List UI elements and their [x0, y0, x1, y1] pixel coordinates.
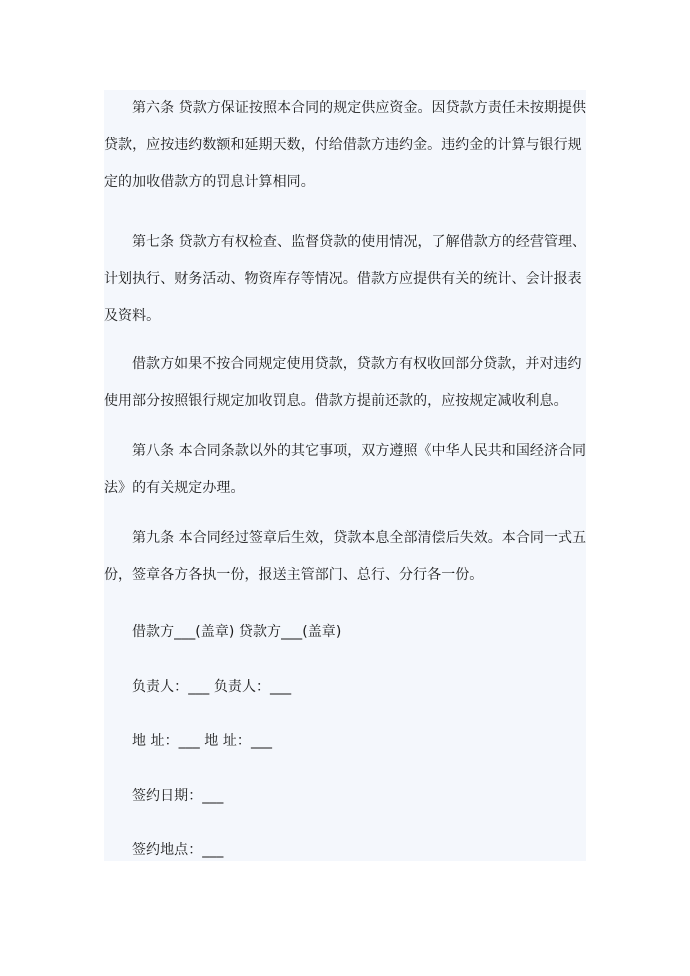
text-line: 第九条 本合同经过签章后生效，贷款本息全部清偿后失效。本合同一式五: [132, 530, 587, 546]
signature-place: [104, 832, 584, 869]
text-line: 使用部分按照银行规定加收罚息。借款方提前还款的，应按规定减收利息。: [104, 393, 568, 409]
signature-parties: [104, 614, 584, 651]
paragraph-article-6: [104, 90, 587, 201]
responsible-line: 负责人：___ 负责人：___: [132, 679, 292, 695]
signature-responsible: [104, 669, 584, 706]
sign-place-line: 签约地点：___: [132, 842, 224, 858]
address-line: 地 址：___ 地 址：___: [132, 733, 273, 749]
paragraph-article-7-continued: [104, 346, 584, 420]
text-line: 份，签章各方各执一份，报送主管部门、总行、分行各一份。: [104, 567, 484, 583]
text-line: 第六条 贷款方保证按照本合同的规定供应资金。因贷款方责任未按期提供: [132, 100, 587, 116]
text-line: 第七条 贷款方有权检查、监督贷款的使用情况，了解借款方的经营管理、: [132, 234, 587, 250]
paragraph-article-7: [104, 224, 587, 335]
text-line: 及资料。: [104, 308, 161, 324]
signature-date: [104, 778, 584, 815]
sign-date-line: 签约日期：___: [132, 788, 224, 804]
document-body: [104, 90, 586, 861]
text-line: 贷款，应按违约数额和延期天数，付给借款方违约金。违约金的计算与银行规: [104, 137, 582, 153]
text-line: 法》的有关规定办理。: [104, 480, 245, 496]
paragraph-article-8: [104, 433, 587, 507]
text-line: 借款方如果不按合同规定使用贷款，贷款方有权收回部分贷款，并对违约: [132, 356, 582, 372]
text-line: 计划执行、财务活动、物资库存等情况。借款方应提供有关的统计、会计报表: [104, 271, 582, 287]
paragraph-article-9: [104, 520, 587, 594]
text-line: 第八条 本合同条款以外的其它事项，双方遵照《中华人民共和国经济合同: [132, 443, 587, 459]
parties-line: 借款方___(盖章) 贷款方___(盖章): [132, 624, 342, 640]
signature-address: [104, 723, 584, 760]
text-line: 定的加收借款方的罚息计算相同。: [104, 174, 315, 190]
